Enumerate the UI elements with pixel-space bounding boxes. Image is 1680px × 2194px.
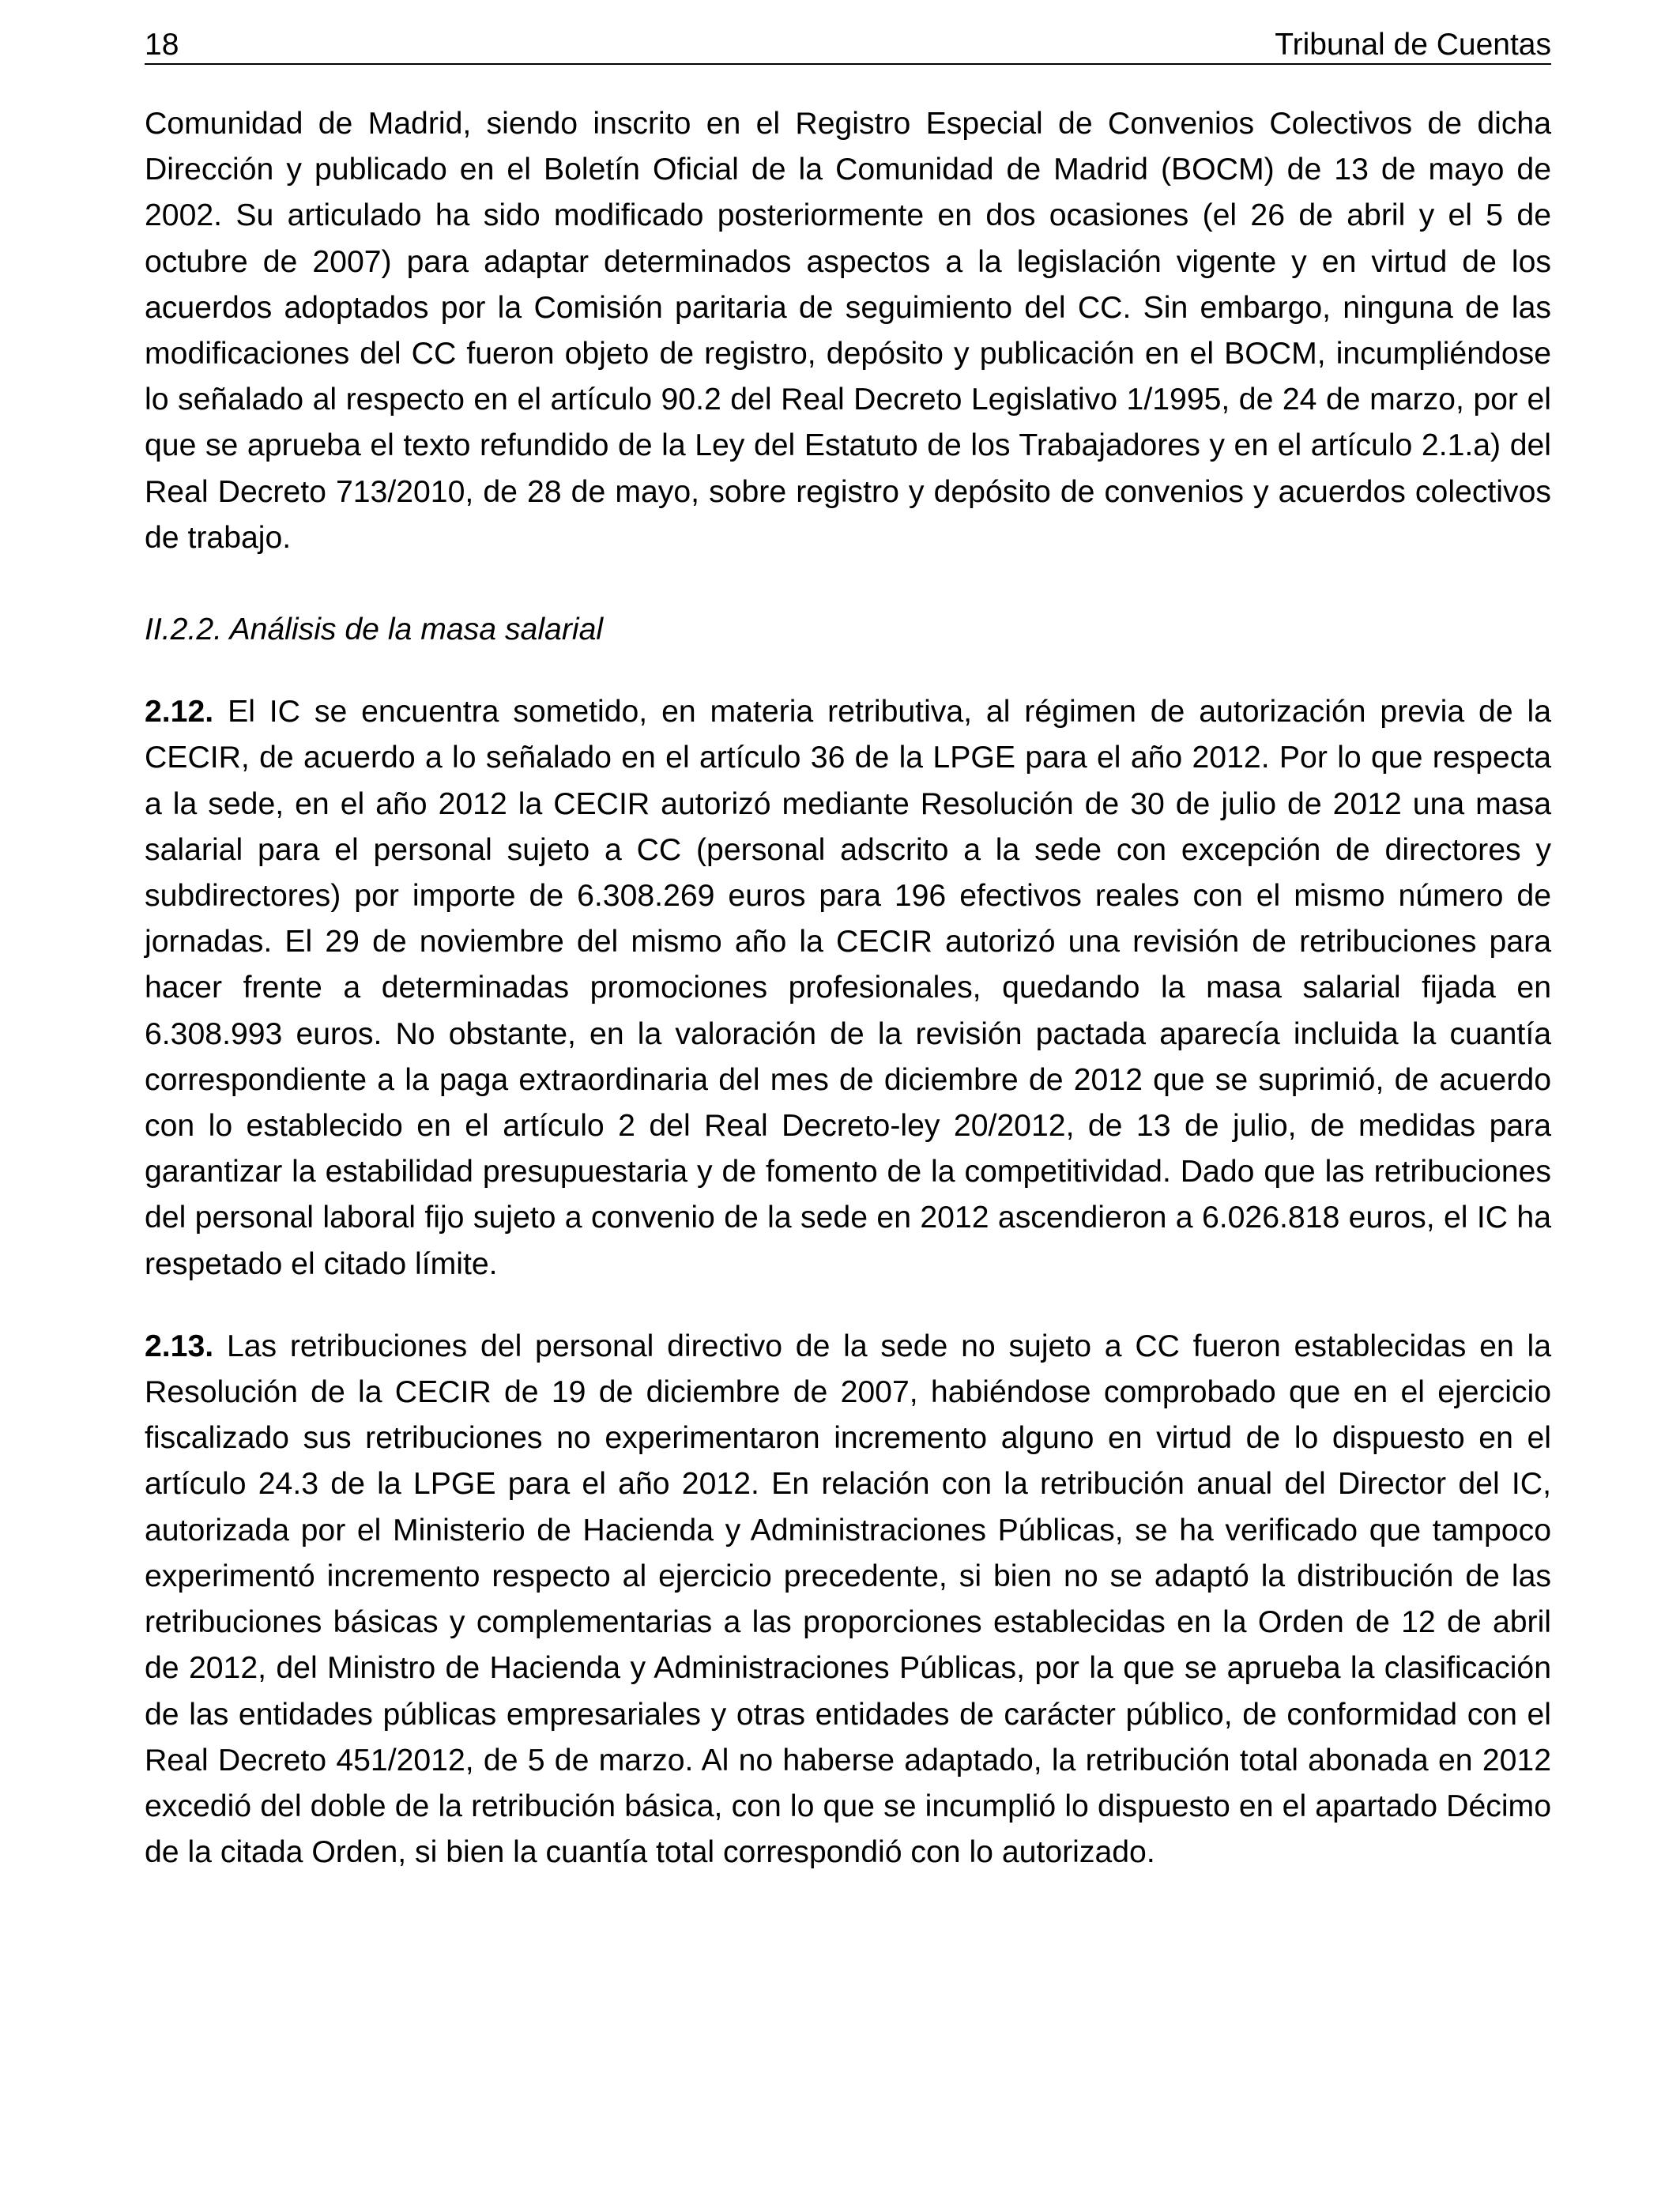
page-header bbox=[145, 17, 1551, 65]
subsection-heading: II.2.2. Análisis de la masa salarial bbox=[145, 613, 604, 647]
spacer bbox=[145, 561, 1551, 607]
running-title: Tribunal de Cuentas bbox=[1275, 28, 1551, 62]
page-number: 18 bbox=[145, 28, 179, 62]
paragraph-2-12 bbox=[145, 689, 1551, 1287]
body-text bbox=[145, 101, 1551, 1875]
spacer bbox=[145, 653, 1551, 689]
paragraph-text: Las retribuciones del personal directivo de la sede no sujeto a CC fueron establecidas en la Resolución de la CECIR de 19 de diciembre de 2007, habiéndose comprobado que en el ejercicio fiscalizado sus retribuciones no experimentaron incremento alguno en virtud de lo dispuesto en el artículo 24.3 de la LPGE para el año 2012. En relación con la retribución anual del Director del IC, autorizada por el Ministerio de Hacienda y Administraciones Públicas, se ha verificado que tampoco experimentó incremento respecto al ejercicio precedente, si bien no se adaptó la distribución de las retribuciones básicas y complementarias a las proporciones establecidas en la Orden de 12 de abril de 2012, del Ministro de Hacienda y Administraciones Públicas, por la que se aprueba la clasificación de las entidades públicas empresariales y otras entidades de carácter público, de conformidad con el Real Decreto 451/2012, de 5 de marzo. Al no haberse adaptado, la retribución total abonada en 2012 excedió del doble de la retribución básica, con lo que se incumplió lo dispuesto en el apartado Décimo de la citada Orden, si bien la cuantía total correspondió con lo autorizado. bbox=[145, 1329, 1551, 1870]
paragraph-text: El IC se encuentra sometido, en materia retributiva, al régimen de autorización previa de la CECIR, de acuerdo a lo señalado en el artículo 36 de la LPGE para el año 2012. Por lo que respecta a la sede, en el año 2012 la CECIR autorizó mediante Resolución de 30 de julio de 2012 una masa salarial para el personal sujeto a CC (personal adscrito a la sede con excepción de directores y subdirectores) por importe de 6.308.269 euros para 196 efectivos reales con el mismo número de jornadas. El 29 de noviembre del mismo año la CECIR autorizó una revisión de retribuciones para hacer frente a determinadas promociones profesionales, quedando la masa salarial fijada en 6.308.993 euros. No obstante, en la valoración de la revisión pactada aparecía incluida la cuantía correspondiente a la paga extraordinaria del mes de diciembre de 2012 que se suprimió, de acuerdo con lo establecido en el artículo 2 del Real Decreto-ley 20/2012, de 13 de julio, de medidas para garantizar la estabilidad presupuestaria y de fomento de la competitividad. Dado que las retribuciones del personal laboral fijo sujeto a convenio de la sede en 2012 ascendieron a 6.026.818 euros, el IC ha respetado el citado límite. bbox=[145, 695, 1552, 1281]
paragraph-2-13 bbox=[145, 1324, 1551, 1875]
continuation-paragraph: Comunidad de Madrid, siendo inscrito en el Registro Especial de Convenios Colectivos de dicha Dirección y publicado en el Boletín Oficial de la Comunidad de Madrid (BOCM) de 13 de mayo de 2002. Su articulado ha sido modificado posteriormente en dos ocasiones (el 26 de abril y el 5 de octubre de 2007) para adaptar determinados aspectos a la legislación vigente y en virtud de los acuerdos adoptados por la Comisión paritaria de seguimiento del CC. Sin embargo, ninguna de las modificaciones del CC fueron objeto de registro, depósito y publicación en el BOCM, incumpliéndose lo señalado al respecto en el artículo 90.2 del Real Decreto Legislativo 1/1995, de 24 de marzo, por el que se aprueba el texto refundido de la Ley del Estatuto de los Trabajadores y en el artículo 2.1.a) del Real Decreto 713/2010, de 28 de mayo, sobre registro y depósito de convenios y acuerdos colectivos de trabajo. bbox=[145, 107, 1551, 555]
paragraph-number: 2.12. bbox=[145, 695, 214, 729]
spacer bbox=[145, 1287, 1551, 1324]
paragraph-number: 2.13. bbox=[145, 1329, 214, 1363]
